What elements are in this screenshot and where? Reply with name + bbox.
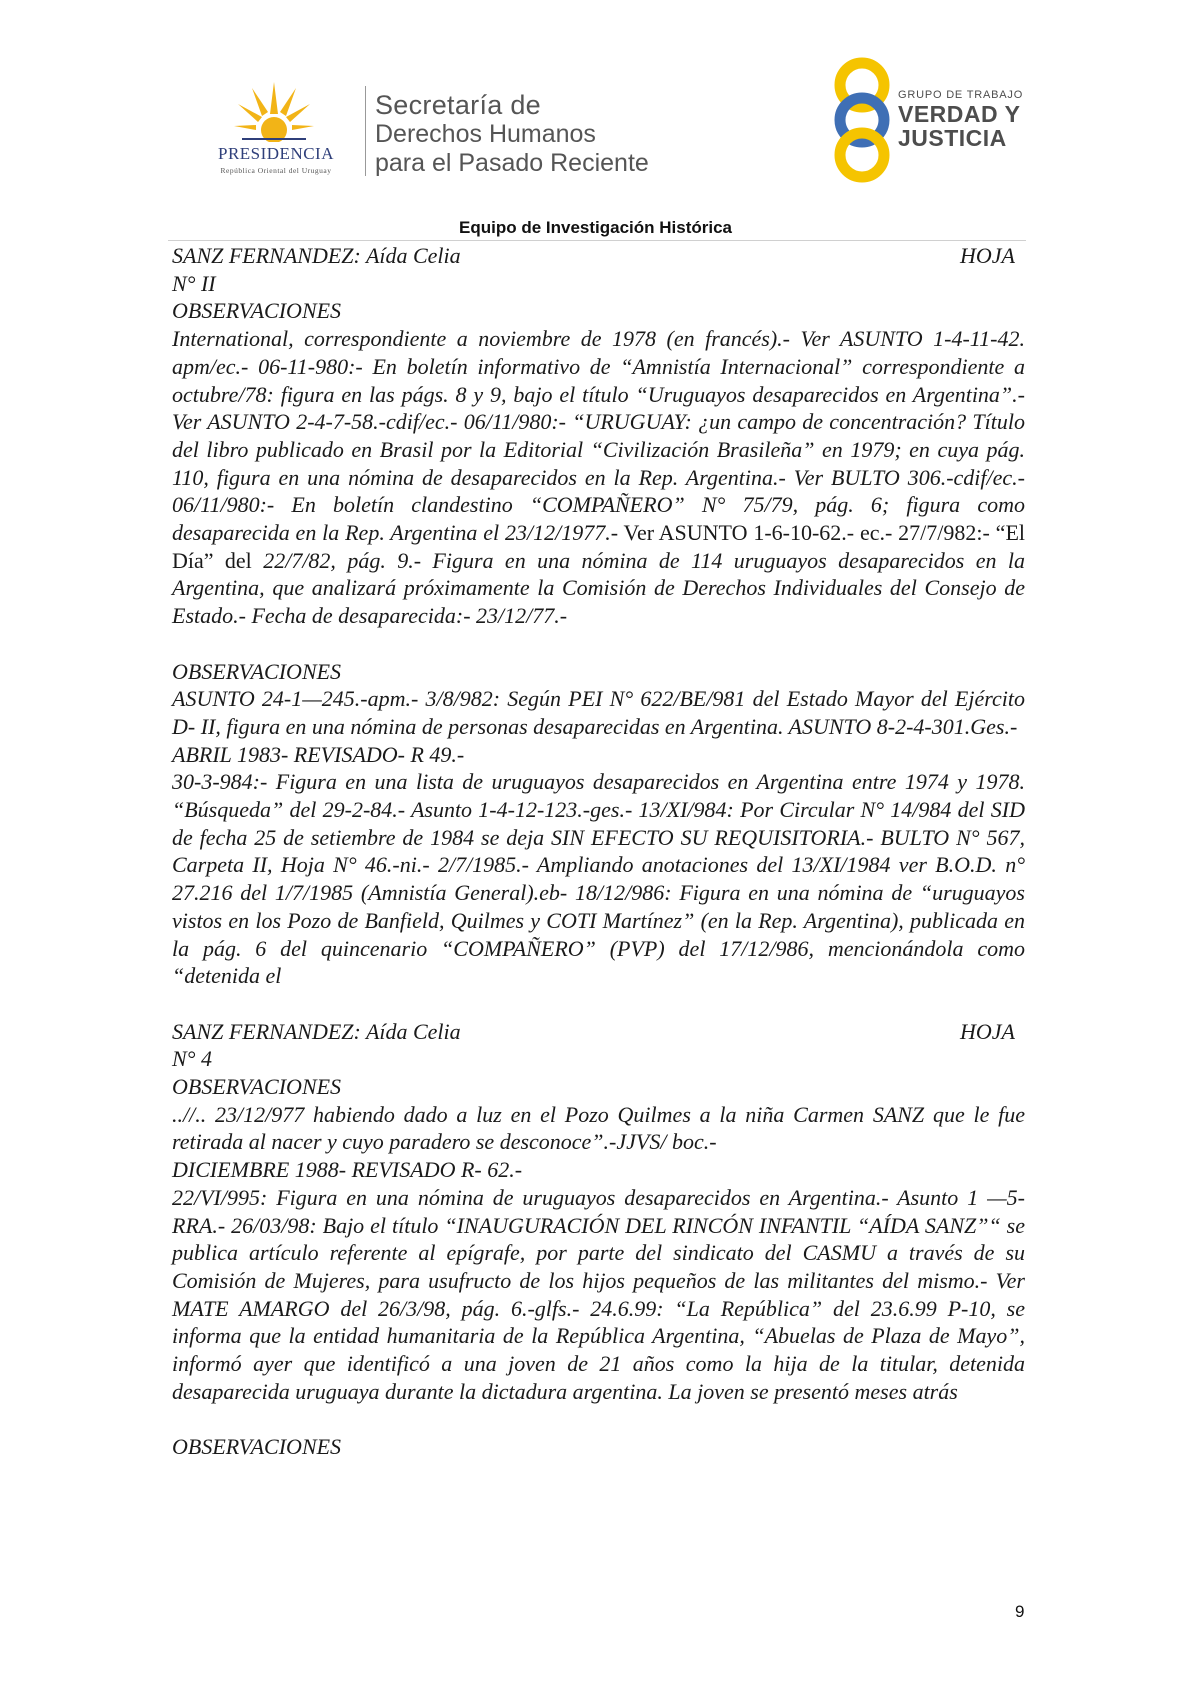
observations-heading: OBSERVACIONES (172, 1074, 342, 1100)
observations-paragraph: ASUNTO 24-1—245.-apm.- 3/8/982: Según PEI N° 622/BE/981 del Estado Mayor del Ejército D- II, figura en una nómina de personas desaparecidas en Argentina. ASUNTO 8-2-4-301.Ges.- (172, 686, 1025, 739)
record-header-line (172, 242, 1025, 270)
spacer (172, 990, 1025, 1018)
justicia-label: JUSTICIA (898, 125, 1007, 151)
observations-paragraph: ..//.. 23/12/977 habiendo dado a luz en el Pozo Quilmes a la niña Carmen SANZ que le fue retirada al nacer y cuyo paradero se desconoce”.-JJVS/ boc.- (172, 1101, 1025, 1155)
page-header (0, 0, 1191, 205)
logo-divider (365, 86, 366, 176)
sheet-number: N° II (172, 270, 216, 296)
page-number: 9 (1015, 1602, 1025, 1621)
revision-note: ABRIL 1983- REVISADO- R 49.- (172, 741, 465, 767)
observations-paragraph: 30-3-984:- Figura en una lista de uruguayos desaparecidos en Argentina entre 1974 y 1978. “Búsqueda” del 29-2-84.- Asunto 1-4-12-123.-ges.- 13/XI/984: Por Circular N° 14/984 del SID de fecha 25 de setiembre de 1984 se deja SIN EFECTO SU REQUISITORIA.- BULTO N° 567, Carpeta II, Hoja N° 46.-ni.- 2/7/1985.- Ampliando anotaciones del 13/XI/1984 ver B.O.D. n° 27.216 del 1/7/1985 (Amnistía General).eb- 18/12/986: Figura en una nómina de “uruguayos vistos en los Pozo de Banfield, Quilmes y COTI Martínez” (en la Rep. Argentina), publicada en la pág. 6 del quincenario “COMPAÑERO” (PVP) del 17/12/986, mencionándola como “detenida el (172, 769, 1025, 989)
secretaria-line-2: Derechos Humanos (375, 120, 596, 148)
hoja-label: HOJA (960, 243, 1015, 268)
record-header-line (172, 1018, 1025, 1046)
sheet-number: N° 4 (172, 1046, 212, 1072)
observations-heading: OBSERVACIONES (172, 1434, 342, 1460)
presidencia-subtitle: República Oriental del Uruguay (220, 166, 332, 175)
hoja-label: HOJA (960, 1018, 1015, 1044)
sun-icon (234, 80, 314, 142)
document-body (172, 242, 1025, 1461)
revision-note: DICIEMBRE 1988- REVISADO R- 62.- (172, 1157, 523, 1183)
secretaria-line-3: para el Pasado Reciente (375, 149, 649, 177)
verdad-label: VERDAD Y (898, 101, 1021, 127)
observations-text: International, correspondiente a noviembre de 1978 (en francés).- Ver ASUNTO 1-4-11-42. apm/ec.- 06-11-980:- En boletín informativo de “Amnistía Internacional” correspondiente a octubre/78: figura en las págs. 8 y 9, bajo el título “Uruguayos desaparecidos en Argentina”.- Ver ASUNTO 2-4-7-58.-cdif/ec.- 06/11/980:- “URUGUAY: ¿un campo de concentración? Título del libro publicado en Brasil por la Editorial “Civilización Brasileña” en 1979; en cuya pág. 110, figura en una nómina de desaparecidos en la Rep. Argentina.- Ver BULTO 306.-cdif/ec.- 06/11/980:- En boletín clandestino “COMPAÑERO” N° 75/79, pág. 6; figura como desaparecida en la Rep. Argentina el 23/12/1977.- (172, 326, 1025, 546)
observations-text-upright: Ver ASUNTO 1-6-10-62.- ec.- 27/7/982:- “El Día” del (172, 520, 1025, 573)
observations-heading: OBSERVACIONES (172, 658, 342, 684)
spacer (172, 630, 1025, 658)
observations-text-cont: 22/7/82, pág. 9.- Figura en una nómina de 114 uruguayos desaparecidos en la Argentina, que analizará próximamente la Comisión de Derechos Individuales del Consejo de Estado.- Fecha de desaparecida:- 23/12/77.- (172, 547, 1026, 629)
spacer (172, 1406, 1025, 1434)
presidencia-name: PRESIDENCIA (217, 144, 334, 163)
grupo-de-trabajo-label: GRUPO DE TRABAJO (898, 89, 1024, 101)
team-title: Equipo de Investigación Histórica (459, 218, 732, 237)
verdad-justicia-text (898, 88, 1023, 150)
header-rule (168, 240, 1026, 241)
subject-name: SANZ FERNANDEZ: Aída Celia (172, 1018, 461, 1044)
observations-heading: OBSERVACIONES (172, 298, 342, 324)
subject-name: SANZ FERNANDEZ: Aída Celia (172, 243, 461, 268)
observations-paragraph (172, 325, 1025, 630)
secretaria-line-1: Secretaría de (375, 90, 541, 120)
observations-paragraph: 22/VI/995: Figura en una nómina de uruguayos desaparecidos en Argentina.- Asunto 1 —5-RRA.- 26/03/98: Bajo el título “INAUGURACIÓN DEL RINCÓN INFANTIL “AÍDA SANZ”“ se publica artículo referente al epígrafe, por parte del sindicato del CASMU a través de su Comisión de Mujeres, para usufructo de los hijos pequeños de las militantes del mismo.- Ver MATE AMARGO del 26/3/98, pág. 6.-glfs.- 24.6.99: “La República” del 23.6.99 P-10, se informa que la entidad humanitaria de la República Argentina, “Abuelas de Plaza de Mayo”, informó ayer que identificó a una joven de 21 años como la hija de la titular, detenida desaparecida uruguaya durante la dictadura argentina. La joven se presentó meses atrás (172, 1184, 1025, 1404)
secretaria-logo-text (375, 90, 649, 178)
presidencia-logo (196, 80, 356, 180)
